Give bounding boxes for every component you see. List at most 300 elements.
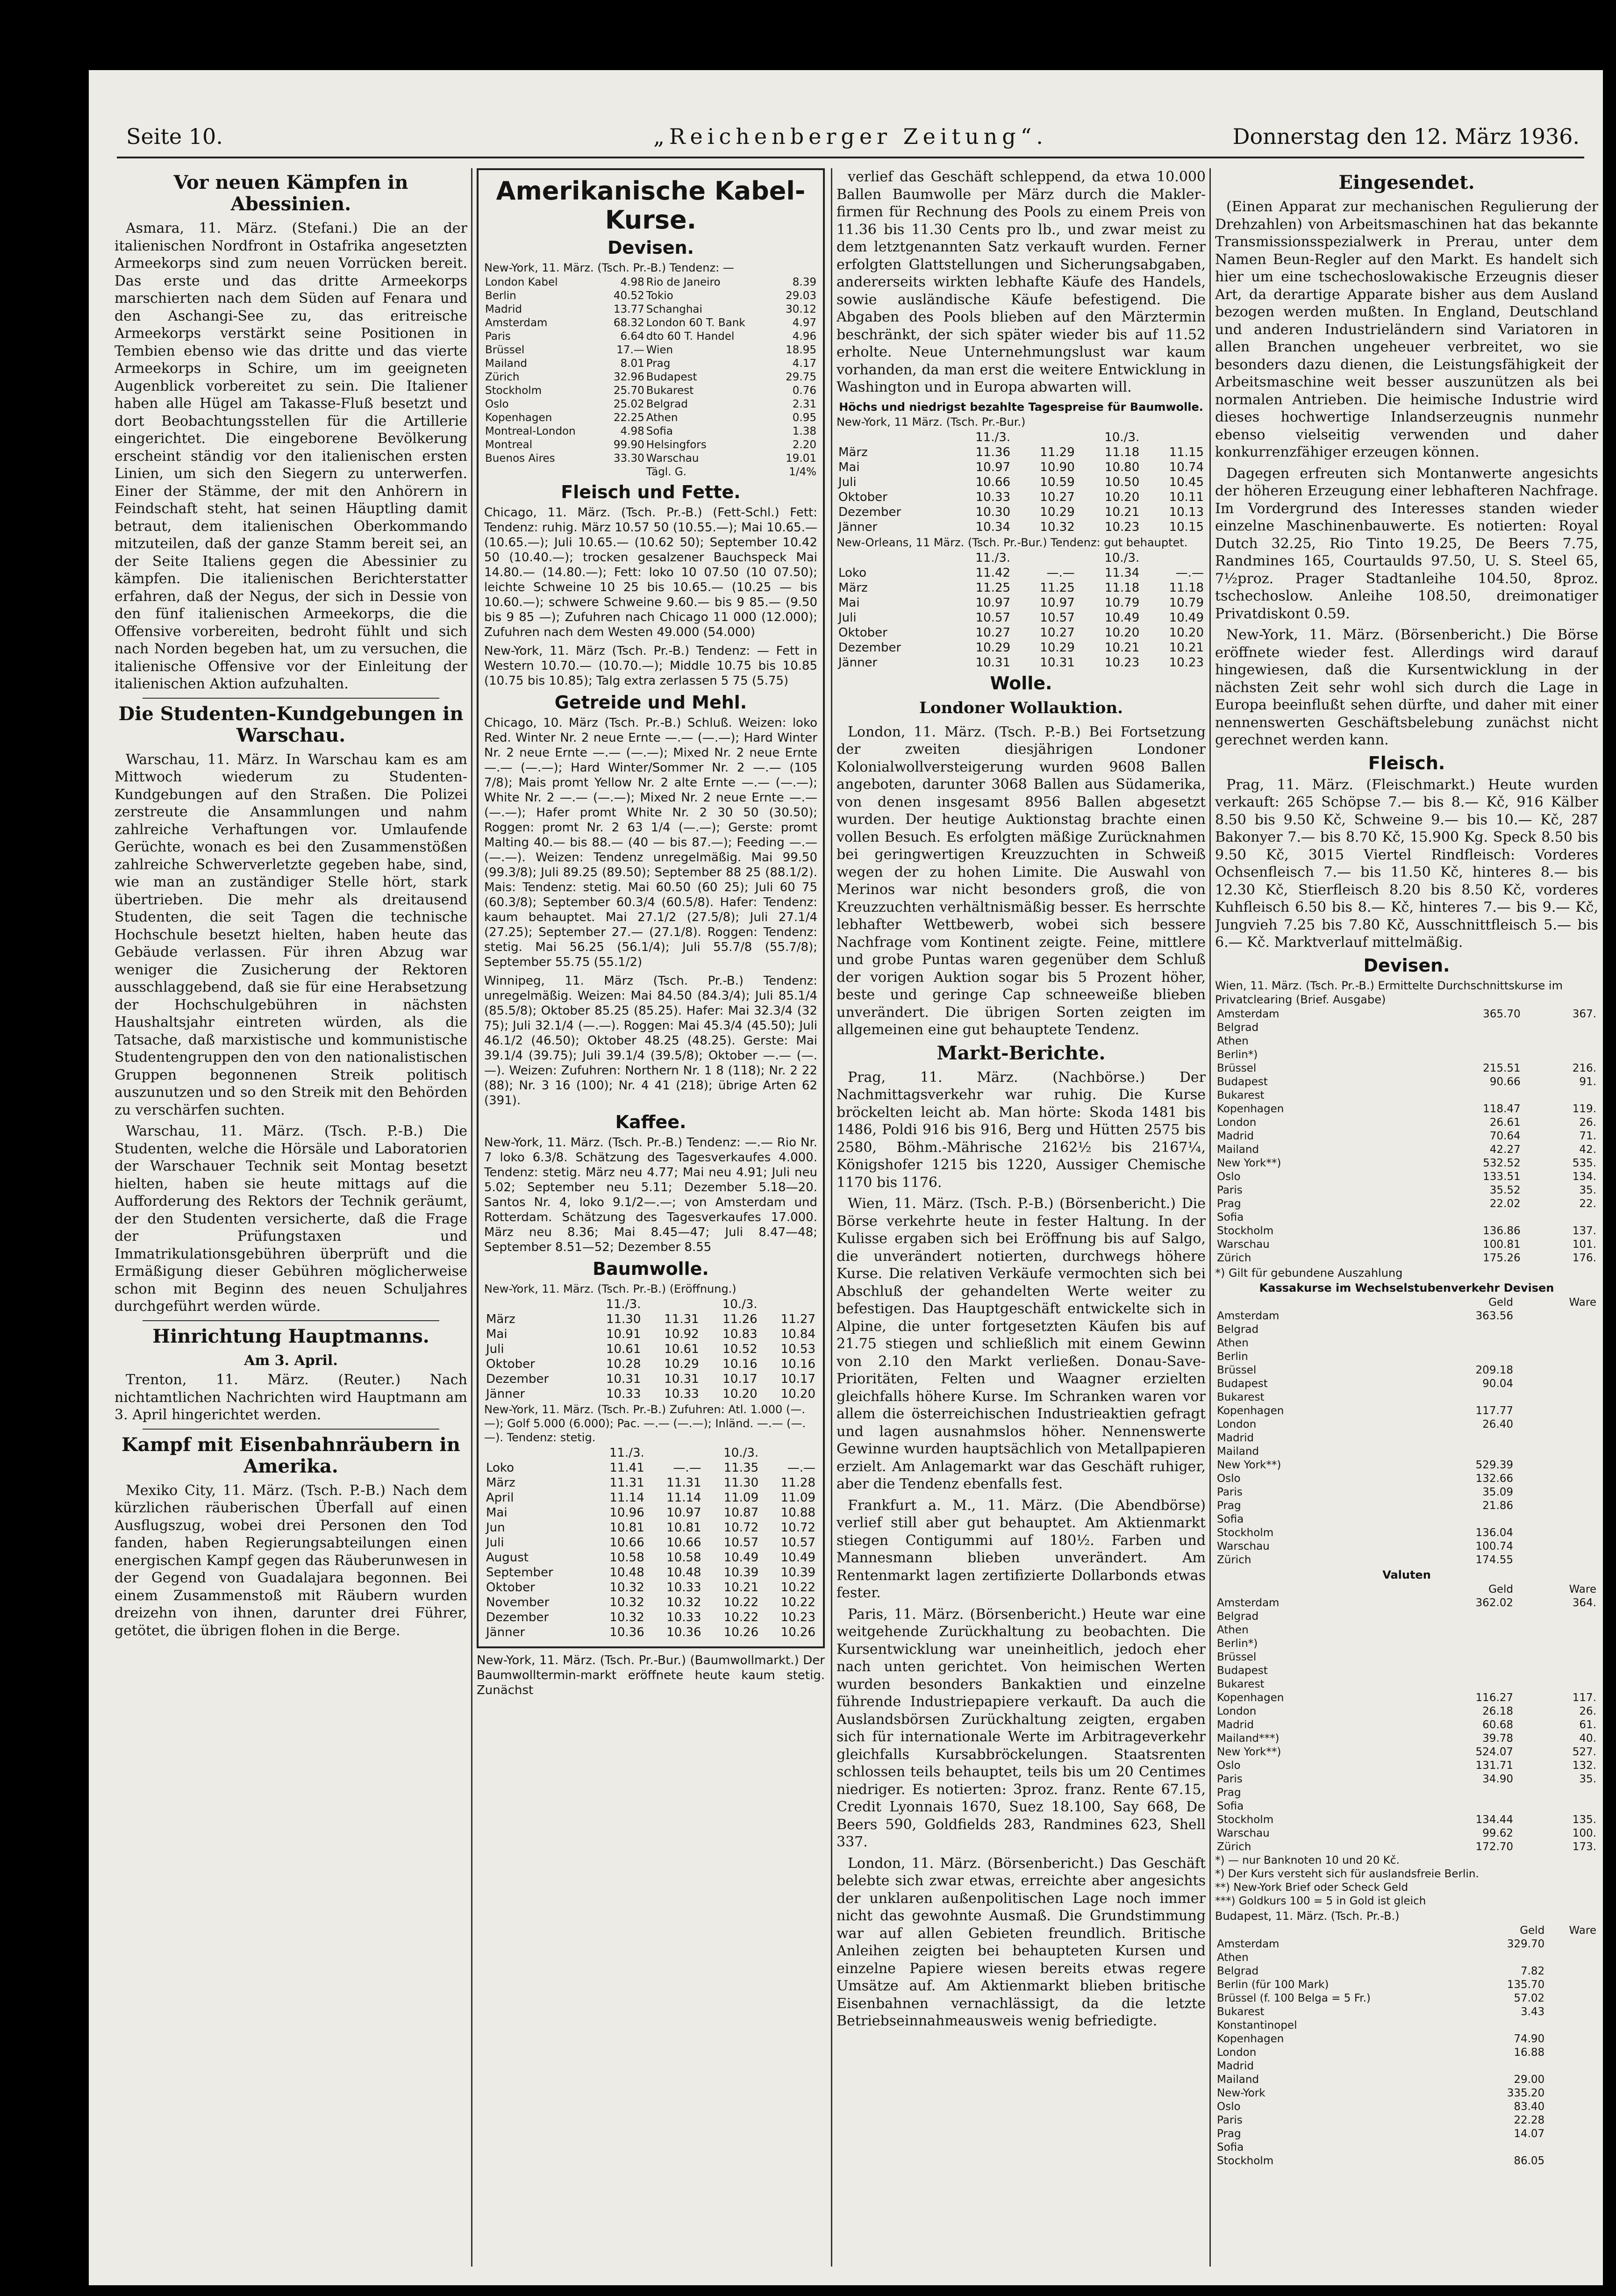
- table-cell: [1546, 2019, 1598, 2032]
- table-cell: [1523, 1035, 1598, 1048]
- table-cell: Belgrad: [1217, 1610, 1259, 1623]
- table-cell: Dezember: [486, 1610, 549, 1624]
- table-cell: 68.32: [613, 317, 644, 329]
- section-meta: New-Orleans, 11 März. (Tsch. Pr.-Bur.) Tendenz: gut behauptet.: [837, 536, 1188, 549]
- section-title-devisen: Devisen.: [1363, 955, 1450, 976]
- table-cell: Kopenhagen: [1217, 2032, 1284, 2045]
- table-header-cell: Ware: [1569, 1296, 1596, 1309]
- table-cell: 10.20: [1104, 490, 1140, 504]
- table-cell: —.—: [1046, 565, 1075, 580]
- newspaper-page: [89, 70, 1603, 2285]
- table-row: [484, 1387, 817, 1402]
- table-cell: [1515, 1540, 1598, 1553]
- table-header-row: [837, 551, 1206, 565]
- kabel-kurse-box: [477, 168, 825, 1648]
- table-cell: [1546, 1938, 1598, 1951]
- table-cell: [1523, 1048, 1598, 1062]
- table-cell: Juli: [838, 475, 857, 489]
- table-cell: 42.27: [1489, 1143, 1521, 1156]
- market-paragraph: New-York, 11. März. (Tsch. Pr.-Bur.) (Baumwollmarkt.) Der Baumwolltermin-markt eröffnete heute kaum stetig. Zunächst: [477, 1653, 825, 1697]
- section-title-tagespreise: Höchs und niedrigst bezahlte Tagespreise für Baumwolle.: [839, 400, 1203, 414]
- table-cell: Paris: [1217, 2114, 1243, 2126]
- market-paragraph: New-York, 11. März. (Tsch. Pr.-B.) Tendenz: —.— Rio Nr. 7 loko 6.3/8. Schätzung des Tagesverkaufes 4.000. Tendenz: stetig. März neu 4.77; Mai neu 4.91; Juli neu 5.02; September neu 5.11; Dezember 5.18—20. Santos Nr. 4, loko 9.1/2—.—; von Amsterdam und Rotterdam. Schätzung des Tagesverkaufes 17.000. März neu 8.36; Mai 8.45—47; Juli 8.47—48; September 8.51—52; Dezember 8.55: [484, 1136, 817, 1254]
- table-cell: Budapest: [1217, 1075, 1268, 1088]
- table-row: [1215, 1745, 1598, 1759]
- table-header-cell: 11./3.: [606, 1297, 641, 1311]
- table-cell: 10.50: [1104, 475, 1140, 489]
- baumwolle-table-2: [484, 1445, 817, 1640]
- table-cell: 11.14: [666, 1491, 701, 1505]
- table-cell: 25.70: [613, 385, 644, 397]
- article-paragraph: London, 11. März. (Börsenbericht.) Das Geschäft belebte sich zwar etwas, erreichte aber angesichts der unklaren außenpolitischen Lage noch immer nicht das gewohnte Ausmaß. Die Grundstimmung war auf allen Gebieten freundlich. Britische Anleihen zeigten bei behaupteten Kursen und einzelne Papiere wiesen bereits etwas regere Umsätze auf. Am Aktienmarkt blieben britische Eisenbahnen vernachlässigt, da die letzte Betriebseinnahmeausweis wenig befriedigte.: [837, 1855, 1206, 2029]
- table-cell: 10.57: [723, 1536, 759, 1550]
- table-header-row: [1215, 1924, 1598, 1938]
- table-row: [484, 289, 817, 303]
- table-cell: London: [1217, 2046, 1257, 2059]
- table-row: [837, 565, 1206, 580]
- table-cell: Madrid: [1217, 2060, 1254, 2072]
- table-cell: [1546, 2073, 1598, 2087]
- table-row: [1215, 1418, 1598, 1431]
- table-cell: [603, 465, 645, 479]
- article-paragraph: Wien, 11. März. (Tsch. P.-B.) (Börsenbericht.) Die Börse verkehrte heute in fester Haltung. In der Kulisse ergaben sich bei Eröffnung bis auf Salgo, die unverändert notierten, durchwegs höhere Kurse. Die relativen Verkäufe vermochten sich bei Abschluß der gehandelten Werte weiter zu befestigen. Das Hauptgeschäft entwickelte sich in Alpine, die unter fortgesetzten Käufen bis auf 21.75 stiegen und schließlich mit einem Gewinn von 2.10 den Markt verließen. Donau-Save-Prioritäten, Felten und Waagner erzielten gleichfalls höhere Kurse. Im Schranken waren vor allem die österreichischen Industrieaktien gefragt und lagen ausnahmslos höher. Nennenswerte Gewinne wurden hauptsächlich von Metallpapieren erzielt. Am Anlagemarkt war das Geschäft ruhiger, aber die Tendenz ebenfalls fest.: [837, 1195, 1206, 1492]
- table-row: [484, 1357, 817, 1372]
- table-cell: 10.49: [1169, 610, 1204, 625]
- table-row: [1215, 2127, 1598, 2141]
- page-header: [117, 119, 1584, 158]
- table-cell: Amsterdam: [1217, 1938, 1280, 1950]
- table-cell: 100.: [1572, 1827, 1596, 1839]
- table-row: [484, 1535, 817, 1550]
- table-cell: [1409, 1035, 1523, 1048]
- table-cell: Jun: [486, 1521, 505, 1535]
- table-cell: 7.82: [1520, 1965, 1545, 1977]
- table-cell: Warschau: [1217, 1540, 1270, 1552]
- table-row: [1215, 1992, 1598, 2005]
- table-cell: 10.33: [606, 1387, 641, 1401]
- article-paragraph: Warschau, 11. März. (Tsch. P.-B.) Die Studenten, welche die Hörsäle und Laboratorien der Warschauer Technik seit Montag besetzt hielten, haben sie heute mittags auf die Aufforderung des Rektors der Technik geräumt, der den Studenten versicherte, daß die Frage der Prüfungstaxen und Immatrikulationsgebühren überprüft und die Ermäßigung dieser Gebühren möglicherweise schon mit Beginn des neuen Schuljahres durchgeführt werden würde.: [114, 1123, 467, 1315]
- table-cell: Schanghai: [646, 303, 702, 315]
- table-cell: Prag: [1217, 2127, 1241, 2140]
- table-cell: Amsterdam: [485, 317, 548, 329]
- table-cell: 26.61: [1489, 1116, 1521, 1129]
- table-cell: 135.: [1572, 1813, 1596, 1826]
- table-cell: 10.21: [1169, 640, 1204, 655]
- column-divider: [471, 168, 472, 2267]
- table-cell: 10.28: [606, 1357, 641, 1371]
- table-row: [1215, 1705, 1598, 1718]
- table-cell: 99.90: [613, 439, 644, 451]
- table-cell: 10.39: [723, 1566, 759, 1580]
- table-row: [484, 384, 817, 398]
- table-cell: März: [838, 580, 868, 595]
- table-row: [1215, 1364, 1598, 1377]
- table-cell: Rio de Janeiro: [646, 276, 721, 288]
- table-cell: August: [486, 1551, 529, 1565]
- table-cell: Athen: [1217, 1035, 1249, 1047]
- table-cell: [1515, 1678, 1598, 1691]
- table-cell: Mailand***): [1217, 1732, 1280, 1745]
- section-subtitle-wolle: Londoner Wollauktion.: [919, 698, 1123, 717]
- table-cell: 137.: [1572, 1224, 1596, 1237]
- table-cell: Berlin: [1217, 1350, 1248, 1363]
- table-cell: Mailand: [1217, 1143, 1259, 1156]
- table-cell: Sofia: [1217, 1513, 1244, 1525]
- table-cell: [1478, 2019, 1547, 2032]
- table-row: [484, 1372, 817, 1387]
- table-cell: Mai: [486, 1506, 508, 1520]
- table-cell: Oslo: [1217, 1472, 1241, 1485]
- valuten-table: [1215, 1583, 1598, 1854]
- table-cell: 117.77: [1475, 1404, 1514, 1417]
- table-cell: Warschau: [646, 452, 699, 465]
- table-cell: 10.33: [666, 1610, 701, 1624]
- table-cell: 1/4%: [789, 466, 816, 478]
- table-cell: Bukarest: [1217, 2005, 1265, 2018]
- table-header-cell: Ware: [1569, 1583, 1596, 1595]
- table-header-cell: 10./3.: [1104, 430, 1140, 444]
- table-cell: Madrid: [1217, 1130, 1254, 1142]
- table-cell: 11.30: [723, 1476, 759, 1490]
- table-cell: 176.: [1572, 1252, 1596, 1264]
- table-cell: 10.26: [780, 1625, 815, 1639]
- table-cell: Mailand: [1217, 2073, 1259, 2086]
- table-cell: [1515, 1404, 1598, 1418]
- table-row: [484, 1595, 817, 1610]
- table-cell: 10.22: [780, 1581, 815, 1595]
- table-cell: 10.39: [780, 1566, 815, 1580]
- table-cell: [1546, 2127, 1598, 2141]
- table-row: [1215, 1732, 1598, 1745]
- table-row: [484, 303, 817, 316]
- table-cell: 134.: [1572, 1170, 1596, 1183]
- table-cell: 10.20: [1169, 625, 1204, 640]
- article-subtitle: Am 3. April.: [244, 1352, 338, 1369]
- table-cell: 4.17: [792, 358, 816, 370]
- table-row: [1215, 1157, 1598, 1170]
- table-cell: 10.72: [780, 1521, 815, 1535]
- market-paragraph: Winnipeg, 11. März (Tsch. Pr.-B.) Tendenz: unregelmäßig. Weizen: Mai 84.50 (84.3/4); Juli 85.1/4 (85.5/8); Oktober 85.25 (85.25). Hafer: Mai 32.3/4 (32 75); Juli 32.1/4 (—.—). Roggen: Mai 45.3/4 (45.50); Juli 46.1/2 (46.50); Oktober 48.25 (48.25). Gerste: Mai 39.1/4 (39.75); Juli 39.1/4 (39.5/8); Oktober —.— (—.—). Weizen: Zufuhren: Northern Nr. 1 8 (118); Nr. 2 22 (88); Nr. 3 16 (100); Nr. 4 41 (218); übrige Arten 62 (391).: [484, 974, 817, 1108]
- table-cell: [1404, 1350, 1515, 1364]
- table-cell: 35.: [1579, 1773, 1596, 1785]
- table-row: [1215, 1637, 1598, 1651]
- table-header-cell: Geld: [1488, 1296, 1514, 1309]
- footnote: *) Der Kurs versteht sich für auslandsfreie Berlin.: [1215, 1867, 1479, 1880]
- table-cell: 91.: [1579, 1075, 1596, 1088]
- table-row: [484, 343, 817, 357]
- table-cell: 3.43: [1520, 2005, 1545, 2018]
- article-title-hauptmann: Hinrichtung Hauptmanns.: [152, 1325, 429, 1347]
- footnote: *) Gilt für gebundene Auszahlung: [1215, 1266, 1403, 1280]
- table-cell: 42.: [1579, 1143, 1596, 1156]
- table-cell: 532.52: [1483, 1157, 1521, 1169]
- table-cell: 10.74: [1169, 460, 1204, 474]
- table-row: [484, 465, 817, 479]
- table-row: [484, 1312, 817, 1327]
- table-cell: Brüssel: [1217, 1062, 1257, 1074]
- table-cell: 10.45: [1169, 475, 1204, 489]
- table-header-cell: [837, 430, 948, 445]
- table-cell: 10.61: [606, 1342, 641, 1356]
- table-cell: 90.66: [1489, 1075, 1521, 1088]
- table-cell: 10.49: [723, 1551, 759, 1565]
- table-cell: Jänner: [486, 1625, 525, 1639]
- table-row: [837, 460, 1206, 475]
- table-cell: 10.32: [609, 1595, 644, 1609]
- table-cell: Athen: [1217, 1337, 1249, 1349]
- table-cell: 134.44: [1475, 1813, 1514, 1826]
- table-cell: Prag: [646, 358, 671, 370]
- table-row: [1215, 1377, 1598, 1391]
- table-row: [1215, 1472, 1598, 1486]
- table-cell: [1515, 1431, 1598, 1445]
- table-cell: 40.: [1579, 1732, 1596, 1745]
- table-cell: Bukarest: [1217, 1678, 1265, 1690]
- table-cell: 35.09: [1482, 1486, 1514, 1498]
- table-cell: Belgrad: [1217, 1323, 1259, 1336]
- table-cell: 10.66: [609, 1536, 644, 1550]
- table-cell: 60.68: [1482, 1718, 1514, 1731]
- table-cell: 26.40: [1482, 1418, 1514, 1431]
- table-cell: [1404, 1624, 1515, 1637]
- table-row: [484, 1327, 817, 1342]
- table-cell: 10.20: [722, 1387, 758, 1401]
- table-cell: 10.23: [1104, 655, 1140, 670]
- table-cell: 10.49: [780, 1551, 815, 1565]
- section-rule: [143, 1429, 439, 1430]
- table-cell: 10.58: [666, 1551, 701, 1565]
- table-row: [1215, 1951, 1598, 1965]
- table-cell: 10.29: [1040, 505, 1075, 519]
- table-cell: [1546, 2087, 1598, 2100]
- table-cell: [1409, 1211, 1523, 1224]
- table-cell: 10.79: [1104, 595, 1140, 610]
- table-cell: [1546, 1978, 1598, 1992]
- table-row: [484, 452, 817, 465]
- table-row: [484, 1475, 817, 1490]
- table-cell: Helsingfors: [646, 439, 707, 451]
- table-cell: [1404, 1637, 1515, 1651]
- table-cell: 10.33: [975, 490, 1011, 504]
- article-title-abessinien: Vor neuen Kämpfen in Abessinien.: [173, 172, 408, 215]
- table-cell: 11.14: [609, 1491, 644, 1505]
- table-cell: 2.31: [792, 398, 816, 410]
- table-cell: Mai: [838, 460, 860, 474]
- table-cell: 13.77: [613, 303, 644, 315]
- table-cell: [1546, 2154, 1598, 2168]
- table-row: [1215, 2073, 1598, 2087]
- table-cell: 90.04: [1482, 1377, 1514, 1390]
- table-cell: 11.15: [1169, 445, 1204, 459]
- table-cell: 215.51: [1483, 1062, 1521, 1074]
- table-row: [1215, 1773, 1598, 1786]
- table-cell: [1478, 2060, 1547, 2073]
- table-cell: 4.96: [792, 330, 816, 343]
- table-row: [837, 475, 1206, 490]
- table-cell: Warschau: [1217, 1238, 1270, 1251]
- table-header-cell: Geld: [1488, 1583, 1514, 1595]
- table-cell: 10.61: [664, 1342, 699, 1356]
- table-row: [1215, 1486, 1598, 1499]
- table-cell: 10.59: [1040, 475, 1075, 489]
- table-header-cell: [646, 1445, 703, 1460]
- table-row: [837, 610, 1206, 625]
- table-cell: 4.98: [620, 425, 644, 437]
- table-cell: 132.66: [1475, 1472, 1514, 1485]
- table-cell: 10.17: [722, 1372, 758, 1386]
- section-title-wolle: Wolle.: [990, 672, 1052, 694]
- table-cell: [1404, 1678, 1515, 1691]
- table-cell: Paris: [1217, 1184, 1243, 1196]
- table-cell: Paris: [1217, 1773, 1243, 1785]
- table-cell: 11.25: [1040, 580, 1075, 595]
- table-cell: 10.31: [1040, 655, 1075, 670]
- table-cell: März: [486, 1476, 515, 1490]
- table-cell: 11.25: [975, 580, 1011, 595]
- table-header-row: [1215, 1296, 1598, 1309]
- table-cell: dto 60 T. Handel: [646, 330, 735, 343]
- article-paragraph: Frankfurt a. M., 11. März. (Die Abendbörse) verlief still aber gut behauptet. Am Aktienmarkt stiegen Contigummi auf 180½. Farben und Mannesmann blieben unverändert. Am Rentenmarkt lagen zertifizierte Dollarbonds etwas fester.: [837, 1497, 1206, 1601]
- table-cell: 32.96: [613, 371, 644, 383]
- table-cell: [1404, 1391, 1515, 1404]
- table-row: [1215, 1691, 1598, 1705]
- table-cell: 10.88: [780, 1506, 815, 1520]
- table-cell: 10.21: [1104, 640, 1140, 655]
- table-cell: [1546, 2005, 1598, 2019]
- table-cell: 10.16: [780, 1357, 815, 1371]
- table-header-cell: [760, 1445, 817, 1460]
- table-cell: April: [486, 1491, 514, 1505]
- table-cell: Amsterdam: [1217, 1008, 1280, 1020]
- table-cell: Oslo: [485, 398, 509, 410]
- table-cell: 10.11: [1169, 490, 1204, 504]
- table-cell: Mai: [486, 1327, 508, 1341]
- table-header-cell: Geld: [1520, 1924, 1545, 1937]
- table-cell: [1404, 1445, 1515, 1459]
- article-paragraph: Mexiko City, 11. März. (Tsch. P.-B.) Nach dem kürzlichen räuberischen Überfall auf einen Ausflugszug, wobei drei Personen den Tod fanden, haben Regierungsabteilungen einen energischen Kampf gegen das Räuberunwesen in der Gegend von Guadalajara begonnen. Bei einem Zusammenstoß mit Räubern wurden dreizehn von ihnen, darunter drei Führer, getötet, die übrigen flohen in die Berge.: [114, 1482, 467, 1639]
- table-cell: 10.29: [975, 640, 1011, 655]
- table-cell: 11.09: [723, 1491, 759, 1505]
- table-cell: Bukarest: [646, 385, 694, 397]
- table-cell: Stockholm: [485, 385, 542, 397]
- table-cell: [1523, 1211, 1598, 1224]
- table-cell: 0.95: [792, 412, 816, 424]
- table-cell: 10.49: [1104, 610, 1140, 625]
- table-header-cell: [484, 1297, 584, 1312]
- table-cell: 10.16: [722, 1357, 758, 1371]
- table-row: [1215, 1718, 1598, 1732]
- table-cell: Amsterdam: [1217, 1309, 1280, 1322]
- table-cell: [1404, 1513, 1515, 1526]
- table-cell: 10.32: [666, 1595, 701, 1609]
- table-cell: 0.76: [792, 385, 816, 397]
- table-row: [1215, 1404, 1598, 1418]
- budapest-table: [1215, 1924, 1598, 2168]
- table-cell: 10.57: [975, 610, 1011, 625]
- article-paragraph: Paris, 11. März. (Börsenbericht.) Heute war eine weitgehende Zurückhaltung zu beobachten. Die Kursentwicklung war uneinheitlich, jedoch eher nach unten gerichtet. Von heimischen Werten wurden besonders Bankaktien und einzelne führende Industriepapiere verkauft. Da auch die Auslandsbörsen Zurückhaltung zeigten, ergaben sich für internationale Werte im Arbitrageverkehr gleichfalls Kursabbröckelungen. Staatsrenten schlossen teils behauptet, teils bis um 20 Centimes niedriger. Es notierten: 3proz. franz. Rente 67.15, Credit Lyonnais 1670, Suez 18.100, Say 668, De Beers 590, Goldfields 283, Randmines 623, Shell 337.: [837, 1606, 1206, 1850]
- table-row: [1215, 1827, 1598, 1840]
- table-cell: [1515, 1800, 1598, 1813]
- table-cell: 10.97: [1040, 595, 1075, 610]
- table-cell: 17.—: [616, 344, 644, 356]
- footnote: **) New-York Brief oder Scheck Geld: [1215, 1881, 1409, 1894]
- table-cell: 529.39: [1475, 1459, 1514, 1471]
- column-3: [837, 168, 1206, 2271]
- table-cell: New York**): [1217, 1157, 1281, 1169]
- table-row: [1215, 1021, 1598, 1035]
- table-row: [484, 330, 817, 343]
- table-row: [484, 398, 817, 411]
- table-cell: [1515, 1486, 1598, 1499]
- table-cell: 119.: [1572, 1102, 1596, 1115]
- table-cell: 535.: [1572, 1157, 1596, 1169]
- table-cell: 10.31: [606, 1372, 641, 1386]
- market-paragraph: Chicago, 10. März (Tsch. Pr.-B.) Schluß. Weizen: loko Red. Winter Nr. 2 neue Ernte —.— (—.—); Hard Winter Nr. 2 neue Ernte —.— (—.—); Mixed Nr. 2 neue Ernte —.— (—.—); Hard Winter/Sommer Nr. 2 —.— (105 7/8); Mais promt Yellow Nr. 2 alte Ernte —.— (—.—); White Nr. 2 —.— (—.—); Mixed Nr. 2 neue Ernte —.— (—.—); Hafer promt White Nr. 2 30 50 (30.50); Roggen: promt Nr. 2 63 1/4 (—.—); Gerste: promt Malting 40.— bis 88.— (40 — bis 87.—); Feeding —.— (—.—). Weizen: Tendenz unregelmäßig. Mai 99.50 (99.3/8); Juli 89.25 (89.50); September 88 25 (88.1/2). Mais: Tendenz: stetig. Mai 60.50 (60 25); Juli 60 75 (60.3/8); September 60.3/4 (60.5/8). Hafer: Tendenz: kaum behauptet. Mai 27.1/2 (27.5/8); Juli 27.1/4 (27.25); September 27.— (27.1/8). Roggen: Tendenz: stetig. Mai 56.25 (56.1/4); Juli 55.7/8 (55.7/8); September 55.75 (55.1/2): [484, 716, 817, 969]
- table-row: [1215, 1664, 1598, 1678]
- table-cell: [1515, 1624, 1598, 1637]
- table-row: [837, 445, 1206, 460]
- table-cell: Paris: [485, 330, 511, 343]
- baumwolle-table-1: [484, 1297, 817, 1402]
- article-paragraph: London, 11. März. (Tsch. P.-B.) Bei Fortsetzung der zweiten diesjährigen Londoner Kolonialwollversteigerung wurden 9608 Ballen angeboten, darunter 3068 Ballen aus Südamerika, von denen insgesamt 8956 Ballen abgesetzt wurden. Der heutige Auktionstag brachte einen vollen Besuch. Es erfolgten mäßige Zurücknahmen bei geringwertigen Kreuzzuchten in Schweiß wegen der zu hohen Limite. Die Auswahl von Merinos war nicht besonders groß, die von Kreuzzuchten verhältnismäßig besser. Es herrschte lebhafter Wettbewerb, wobei sich bessere Nachfrage vom Kontinent zeigte. Feine, mittlere und grobe Puntas waren gegenüber dem Schluß der vorigen Auktion sogar bis 5 Prozent höher, beste und geringe Cap schneeweiße blieben unverändert. Die übrigen Sorten zeigten im allgemeinen eine gut behauptete Tendenz.: [837, 723, 1206, 1038]
- table-cell: 10.57: [1040, 610, 1075, 625]
- table-cell: 10.21: [1104, 505, 1140, 519]
- table-cell: 39.78: [1482, 1732, 1514, 1745]
- table-header-cell: [759, 1297, 817, 1312]
- table-row: [1215, 2087, 1598, 2100]
- table-row: [484, 1505, 817, 1520]
- table-cell: Paris: [1217, 1486, 1243, 1498]
- table-cell: 11.34: [1104, 565, 1140, 580]
- table-header-cell: 10./3.: [1104, 551, 1140, 565]
- table-row: [837, 640, 1206, 655]
- table-cell: 35.: [1579, 1184, 1596, 1196]
- table-cell: Loko: [838, 565, 866, 580]
- table-cell: 4.98: [620, 276, 644, 288]
- table-cell: Stockholm: [1217, 2154, 1274, 2167]
- article-paragraph: Prag, 11. März. (Fleischmarkt.) Heute wurden verkauft: 265 Schöpse 7.— bis 8.— Kč, 916 Kälber 8.50 bis 9.50 Kč, Schweine 9.— bis 10.— Kč, 287 Bakonyer 7.— bis 8.70 Kč, 15.900 Kg. Speck 8.50 bis 9.50 Kč, 3015 Viertel Rindfleisch: Vorderes Ochsenfleisch 7.— bis 11.50 Kč, hinteres 8.— bis 12.30 Kč, Stierfleisch 8.20 bis 8.50 Kč, vorderes Kuhfleisch 6.50 bis 8.— Kč, hinteres 7.— bis 9.— Kč, Jungvieh 7.25 bis 7.80 Kč, Ausschnittfleisch 5.— bis 6.— Kč. Marktverlauf mittelmäßig.: [1215, 776, 1598, 951]
- table-cell: 10.66: [975, 475, 1011, 489]
- table-cell: 10.96: [609, 1506, 644, 1520]
- table-cell: Buenos Aires: [485, 452, 555, 465]
- issue-date: Donnerstag den 12. März 1936.: [1232, 124, 1580, 149]
- table-cell: Oktober: [486, 1581, 535, 1595]
- table-row: [1215, 1089, 1598, 1102]
- table-cell: 10.83: [722, 1327, 758, 1341]
- table-cell: 100.81: [1483, 1238, 1521, 1251]
- table-row: [1215, 1211, 1598, 1224]
- table-cell: Belgrad: [646, 398, 688, 410]
- table-row: [484, 1565, 817, 1580]
- table-cell: Oktober: [838, 625, 887, 640]
- table-cell: Zürich: [1217, 1553, 1251, 1566]
- table-cell: 10.81: [609, 1521, 644, 1535]
- table-cell: [1404, 1800, 1515, 1813]
- table-cell: [1515, 1499, 1598, 1513]
- table-cell: 101.: [1572, 1238, 1596, 1251]
- table-row: [1215, 1102, 1598, 1116]
- table-cell: 10.90: [1040, 460, 1075, 474]
- table-cell: 22.02: [1489, 1197, 1521, 1210]
- table-row: [1215, 2114, 1598, 2127]
- table-cell: Kopenhagen: [1217, 1691, 1284, 1704]
- table-cell: 10.33: [664, 1387, 699, 1401]
- table-cell: 11.42: [975, 565, 1011, 580]
- table-cell: 2.20: [792, 439, 816, 451]
- table-header-cell: 11./3.: [975, 430, 1011, 444]
- table-cell: Athen: [646, 412, 678, 424]
- table-cell: 10.29: [664, 1357, 699, 1371]
